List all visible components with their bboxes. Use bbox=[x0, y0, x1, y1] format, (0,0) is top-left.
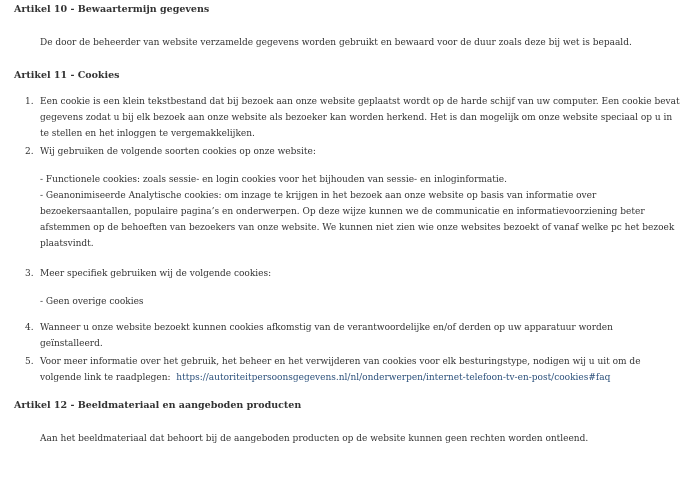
ap-cookies-link[interactable]: https://autoriteitpersoonsgegevens.nl/nl/onderwerpen/internet-telefoon-tv-en-post/cookies#faq bbox=[176, 373, 611, 383]
article-11-heading: Artikel 11 - Cookies bbox=[14, 70, 120, 81]
list-item-text bbox=[40, 94, 680, 142]
list-item-text bbox=[40, 354, 641, 386]
functional-cookies-line: - Functionele cookies: zoals sessie- en login cookies voor het bijhouden van sessie- en inloginformatie. bbox=[40, 175, 507, 185]
list-item-text bbox=[40, 266, 592, 282]
text-line: plaatsvindt. bbox=[40, 239, 94, 249]
text-line: afstemmen op de behoeften van bezoekers van onze website. We kunnen niet zien wie onze websites bezoekt of vanaf welke pc het bezoek bbox=[40, 223, 675, 233]
text-line-with-link bbox=[40, 370, 611, 386]
list-item-text bbox=[40, 144, 592, 160]
text-line: gegevens zodat u bij elk bezoek aan onze website als bezoeker kan worden herkend. Het is dan mogelijk om onze website speciaal op u in bbox=[40, 113, 673, 123]
article-10-heading: Artikel 10 - Bewaartermijn gegevens bbox=[14, 4, 210, 15]
text-line: geïnstalleerd. bbox=[40, 339, 103, 349]
text-line: Een cookie is een klein tekstbestand dat bij bezoek aan onze website geplaatst wordt op de harde schijf van uw computer. Een cookie bevat bbox=[40, 97, 680, 107]
article-10-text: De door de beheerder van website verzamelde gegevens worden gebruikt en bewaard voor de duur zoals deze bij wet is bepaald. bbox=[40, 38, 632, 48]
list-item-number: 4. bbox=[25, 323, 34, 333]
no-other-cookies-line: - Geen overige cookies bbox=[40, 297, 144, 307]
list-item-number: 2. bbox=[25, 147, 34, 157]
link-prefix: volgende link te raadplegen: bbox=[40, 373, 171, 383]
article-12-heading: Artikel 12 - Beeldmateriaal en aangeboden producten bbox=[14, 400, 302, 411]
text-line: te stellen en het inloggen te vergemakkelijken. bbox=[40, 129, 255, 139]
analytic-cookies-line: - Geanonimiseerde Analytische cookies: om inzage te krijgen in het bezoek aan onze website op basis van informatie over bbox=[40, 191, 597, 201]
article-12-text: Aan het beeldmateriaal dat behoort bij de aangeboden producten op de website kunnen geen rechten worden ontleend. bbox=[40, 434, 589, 444]
text-line: Meer specifiek gebruiken wij de volgende cookies: bbox=[40, 269, 272, 279]
list-item-number: 3. bbox=[25, 269, 34, 279]
list-item-number: 1. bbox=[25, 97, 34, 107]
text-line: Voor meer informatie over het gebruik, het beheer en het verwijderen van cookies voor elk besturingstype, nodigen wij u uit om de bbox=[40, 357, 641, 367]
list-item-text bbox=[40, 320, 613, 352]
text-line: Wij gebruiken de volgende soorten cookies op onze website: bbox=[40, 147, 316, 157]
text-line: Wanneer u onze website bezoekt kunnen cookies afkomstig van de verantwoordelijke en/of derden op uw apparatuur worden bbox=[40, 323, 613, 333]
cookie-types bbox=[40, 172, 675, 252]
text-line: bezoekersaantallen, populaire pagina’s en onderwerpen. Op deze wijze kunnen we de communicatie en informatievoorziening beter bbox=[40, 207, 645, 217]
list-item-number: 5. bbox=[25, 357, 34, 367]
